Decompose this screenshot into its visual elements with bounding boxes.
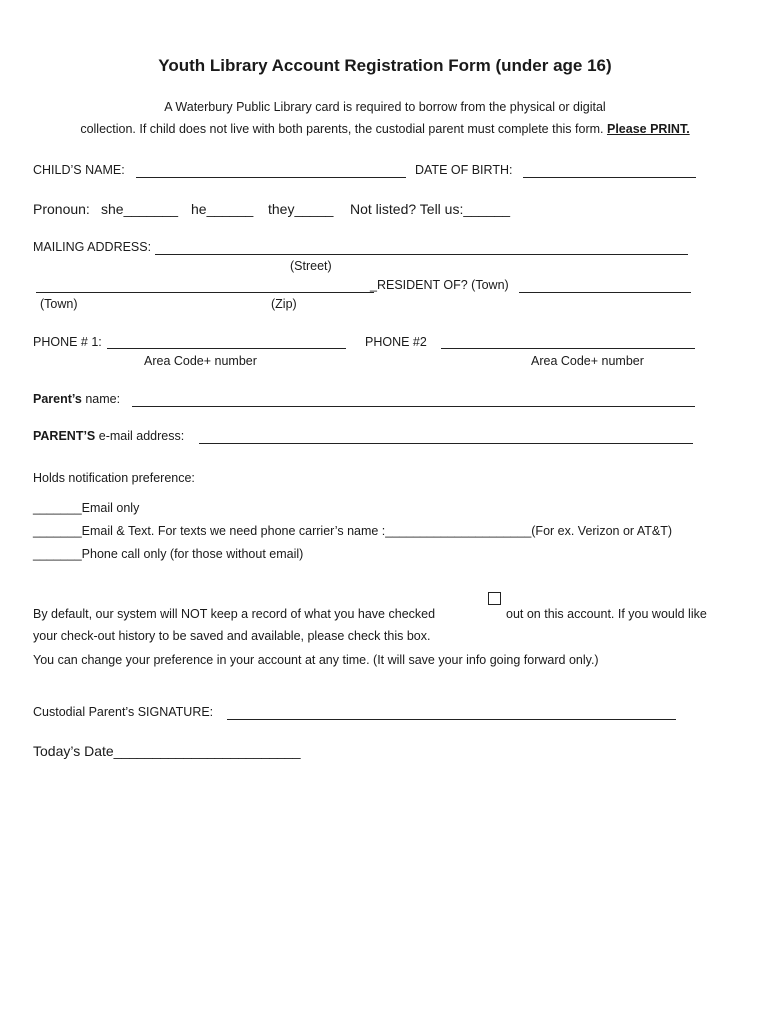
pronoun-they-field[interactable]: they_____ bbox=[268, 201, 334, 217]
date-of-birth-field[interactable] bbox=[523, 177, 696, 178]
phone-1-label: PHONE # 1: bbox=[33, 335, 102, 349]
todays-date-field[interactable]: Today’s Date________________________ bbox=[33, 743, 301, 759]
parent-name-label-bold: Parent’s bbox=[33, 392, 82, 406]
signature-field[interactable] bbox=[227, 719, 676, 720]
pronoun-she-field[interactable]: she_______ bbox=[101, 201, 179, 217]
parent-email-label bbox=[33, 429, 184, 443]
street-caption: (Street) bbox=[290, 259, 332, 273]
phone-2-field[interactable] bbox=[441, 348, 695, 349]
history-text-line-3: You can change your preference in your account at any time. (It will save your info going forward only.) bbox=[33, 653, 599, 667]
parent-email-field[interactable] bbox=[199, 443, 693, 444]
town-zip-field[interactable] bbox=[36, 292, 374, 293]
form-title: Youth Library Account Registration Form (under age 16) bbox=[158, 56, 612, 75]
holds-option-phone[interactable]: _______Phone call only (for those without email) bbox=[33, 547, 304, 561]
parent-name-label-rest: name: bbox=[81, 392, 121, 406]
date-of-birth-label: DATE OF BIRTH: bbox=[415, 163, 513, 177]
zip-caption: (Zip) bbox=[271, 297, 297, 311]
childs-name-field[interactable] bbox=[136, 177, 406, 178]
parent-email-label-bold: PARENT’S bbox=[33, 429, 96, 443]
parent-name-label bbox=[33, 392, 120, 406]
intro-line-1: A Waterbury Public Library card is required to borrow from the physical or digital bbox=[164, 100, 606, 114]
childs-name-label: CHILD’S NAME: bbox=[33, 163, 125, 177]
intro-line-2 bbox=[0, 122, 770, 136]
resident-town-field[interactable] bbox=[519, 292, 691, 293]
street-field[interactable] bbox=[155, 254, 688, 255]
resident-of-label: _RESIDENT OF? (Town) bbox=[370, 278, 509, 292]
history-text-line-1a: By default, our system will NOT keep a record of what you have checked bbox=[33, 607, 436, 621]
phone-2-caption: Area Code+ number bbox=[531, 354, 644, 368]
holds-heading: Holds notification preference: bbox=[33, 471, 195, 485]
pronoun-other-field[interactable]: Not listed? Tell us:______ bbox=[350, 201, 511, 217]
holds-option-email-text[interactable]: _______Email & Text. For texts we need phone carrier’s name :_____________________(For ex. Verizon or AT&T) bbox=[33, 524, 673, 538]
phone-2-label: PHONE #2 bbox=[365, 335, 427, 349]
phone-1-caption: Area Code+ number bbox=[144, 354, 257, 368]
mailing-address-label: MAILING ADDRESS: bbox=[33, 240, 152, 254]
holds-option-email[interactable]: _______Email only bbox=[33, 501, 140, 515]
pronoun-he-field[interactable]: he______ bbox=[191, 201, 254, 217]
history-text-line-2: your check-out history to be saved and available, please check this box. bbox=[33, 629, 431, 643]
signature-label: Custodial Parent’s SIGNATURE: bbox=[33, 705, 214, 719]
history-text-line-1b: out on this account. If you would like bbox=[506, 607, 707, 621]
please-print-note: Please PRINT. bbox=[606, 122, 690, 136]
parent-email-label-rest: e-mail address: bbox=[95, 429, 185, 443]
intro-line-2-text: collection. If child does not live with both parents, the custodial parent must complete this form. bbox=[80, 122, 604, 136]
phone-1-field[interactable] bbox=[107, 348, 346, 349]
town-caption: (Town) bbox=[40, 297, 78, 311]
parent-name-field[interactable] bbox=[132, 406, 695, 407]
pronoun-label: Pronoun: bbox=[33, 201, 90, 217]
save-history-checkbox[interactable] bbox=[488, 592, 501, 605]
